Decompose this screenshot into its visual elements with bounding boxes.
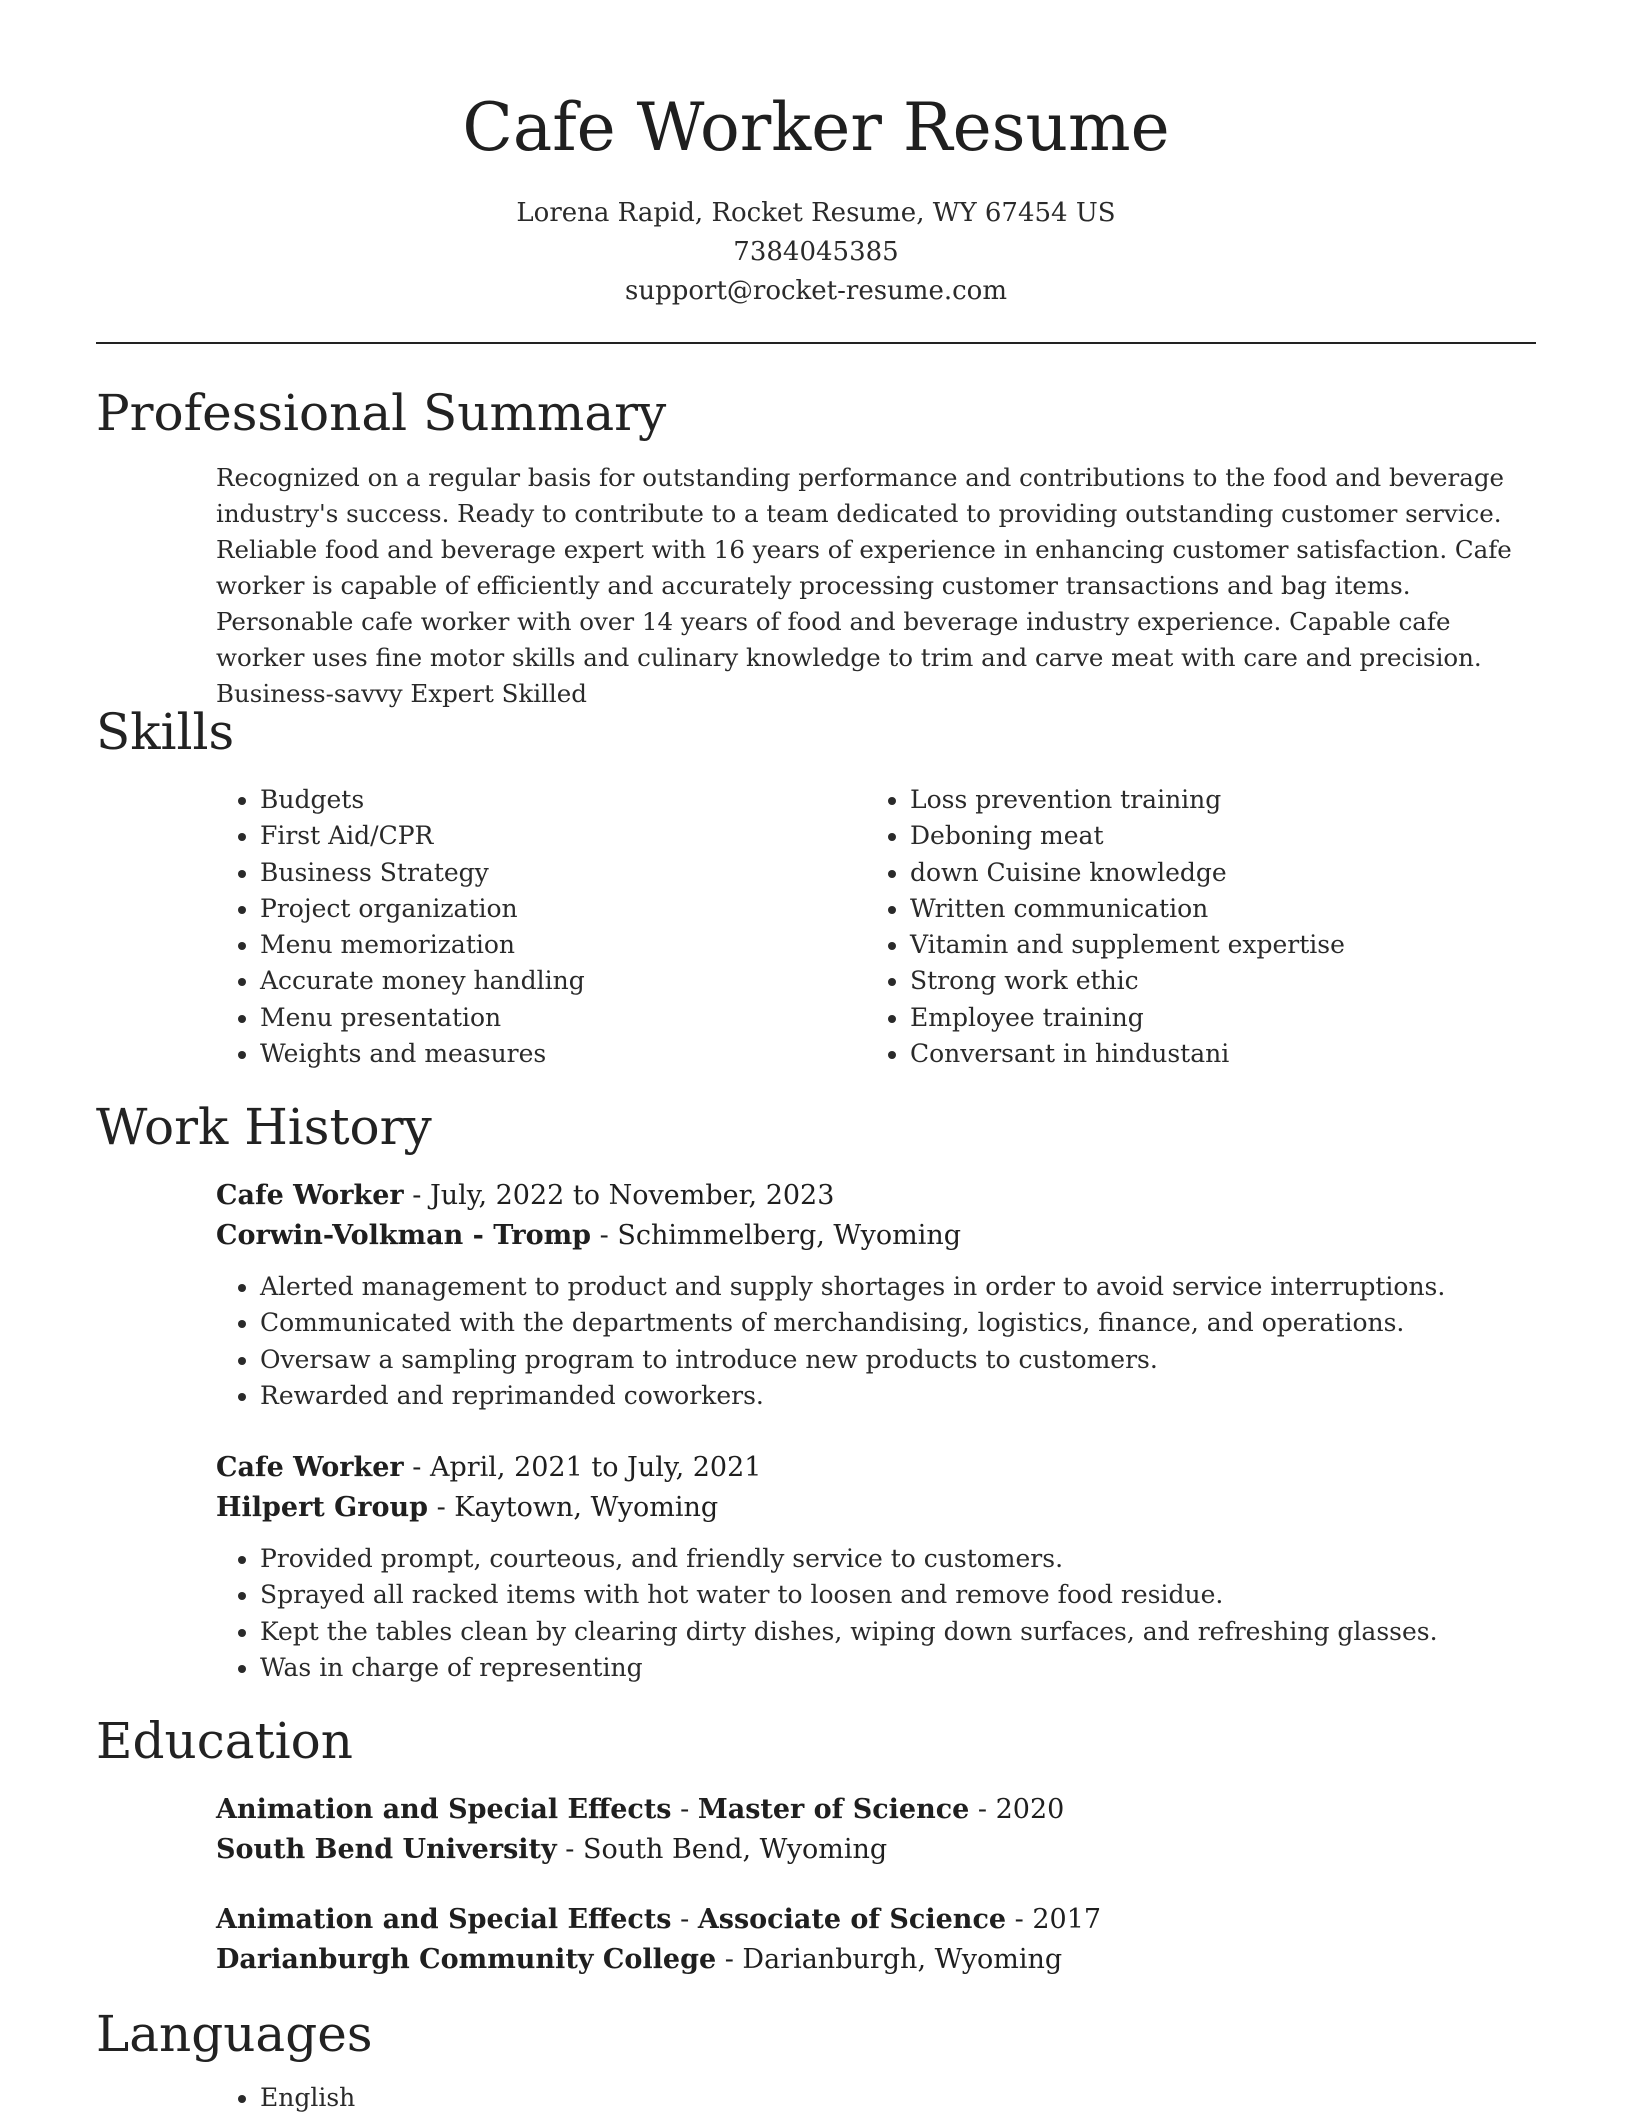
skill-item: • Project organization [260,891,816,927]
skill-item: • Employee training [910,1000,1506,1036]
job-entry [216,1176,1536,1414]
education-school-line: South Bend University - South Bend, Wyoming [216,1834,888,1865]
header-divider [96,342,1536,344]
contact-info [0,194,1632,311]
skill-item: • Menu memorization [260,927,816,963]
languages-list-wrap [216,2080,355,2116]
skill-item: • Loss prevention training [910,782,1506,818]
job-dates: April, 2021 to July, 2021 [429,1452,762,1483]
skills-list-left [216,782,816,1072]
skill-item: • Written communication [910,891,1506,927]
job-company-line: Hilpert Group - Kaytown, Wyoming [216,1492,719,1523]
education-degree: Associate of Science [697,1904,1007,1935]
education-entry [216,1900,1101,1980]
education-school-line: Darianburgh Community College - Darianburgh, Wyoming [216,1944,1063,1975]
skill-item: • down Cuisine knowledge [910,855,1506,891]
skills-list-right [866,782,1506,1072]
job-bullet: • Provided prompt, courteous, and friendly service to customers. [260,1541,1536,1577]
languages-heading: Languages [96,2005,373,2063]
skill-item: • Conversant in hindustani [910,1036,1506,1072]
job-company-line: Corwin-Volkman - Tromp - Schimmelberg, Wyoming [216,1220,962,1251]
job-bullet: • Alerted management to product and supply shortages in order to avoid service interruptions. [260,1269,1536,1305]
job-title: Cafe Worker [216,1452,404,1483]
skill-item: • Vitamin and supplement expertise [910,927,1506,963]
skill-item: • Weights and measures [260,1036,816,1072]
education-year: 2020 [995,1794,1065,1825]
skill-item: • First Aid/CPR [260,818,816,854]
job-bullet: • Rewarded and reprimanded coworkers. [260,1378,1536,1414]
job-bullet: • Kept the tables clean by clearing dirty dishes, wiping down surfaces, and refreshing glasses. [260,1614,1536,1650]
education-school: South Bend University [216,1834,557,1865]
job-bullet: • Sprayed all racked items with hot water to loosen and remove food residue. [260,1577,1536,1613]
contact-phone: 7384045385 [733,237,899,267]
skill-item: • Strong work ethic [910,963,1506,999]
job-company: Hilpert Group [216,1492,428,1523]
job-bullet: • Was in charge of representing [260,1650,1536,1686]
skill-item: • Menu presentation [260,1000,816,1036]
education-year: 2017 [1032,1904,1102,1935]
job-title: Cafe Worker [216,1180,404,1211]
work-history-heading: Work History [96,1098,432,1156]
job-bullets [216,1541,1536,1686]
summary-heading: Professional Summary [96,384,667,442]
job-bullet: • Oversaw a sampling program to introduce new products to customers. [260,1342,1536,1378]
job-bullets [216,1269,1536,1414]
summary-text: Recognized on a regular basis for outstanding performance and contributions to the food and beverage industry's success. Ready to contribute to a team dedicated to providing outstanding customer service. Reliable food and beverage expert with 16 years of experience in enhancing customer satisfaction. Cafe worker is capable of efficiently and accurately processing customer transactions and bag items. Personable cafe worker with over 14 years of food and beverage industry experience. Capable cafe worker uses fine motor skills and culinary knowledge to trim and carve meat with care and precision. Business-savvy Expert Skilled [216,463,1512,708]
education-field: Animation and Special Effects [216,1794,672,1825]
education-heading: Education [96,1712,353,1770]
education-entry [216,1790,1064,1870]
skills-column-left [216,782,816,1072]
job-title-line: Cafe Worker - April, 2021 to July, 2021 [216,1452,762,1483]
skill-item: • Accurate money handling [260,963,816,999]
job-dates: July, 2022 to November, 2023 [429,1180,835,1211]
education-location: Darianburgh, Wyoming [742,1944,1063,1975]
resume-title: Cafe Worker Resume [462,89,1170,166]
contact-address: Lorena Rapid, Rocket Resume, WY 67454 US [516,198,1116,228]
skills-heading: Skills [96,703,235,761]
education-field: Animation and Special Effects [216,1904,672,1935]
job-location: Kaytown, Wyoming [454,1492,719,1523]
language-item: • English [260,2080,355,2116]
job-bullet: • Communicated with the departments of merchandising, logistics, finance, and operations. [260,1305,1536,1341]
education-school: Darianburgh Community College [216,1944,717,1975]
education-degree-line: Animation and Special Effects - Associate of Science - 2017 [216,1904,1102,1935]
skill-item: • Budgets [260,782,816,818]
resume-header [0,0,1632,311]
job-location: Schimmelberg, Wyoming [617,1220,962,1251]
contact-email: support@rocket-resume.com [624,276,1007,306]
education-degree-line: Animation and Special Effects - Master of Science - 2020 [216,1794,1065,1825]
skill-item: • Business Strategy [260,855,816,891]
education-location: South Bend, Wyoming [583,1834,888,1865]
education-degree: Master of Science [697,1794,970,1825]
job-entry [216,1448,1536,1686]
skills-column-right [866,782,1506,1072]
job-company: Corwin-Volkman - Tromp [216,1220,592,1251]
languages-list [216,2080,355,2116]
skill-item: • Deboning meat [910,818,1506,854]
job-title-line: Cafe Worker - July, 2022 to November, 2023 [216,1180,835,1211]
